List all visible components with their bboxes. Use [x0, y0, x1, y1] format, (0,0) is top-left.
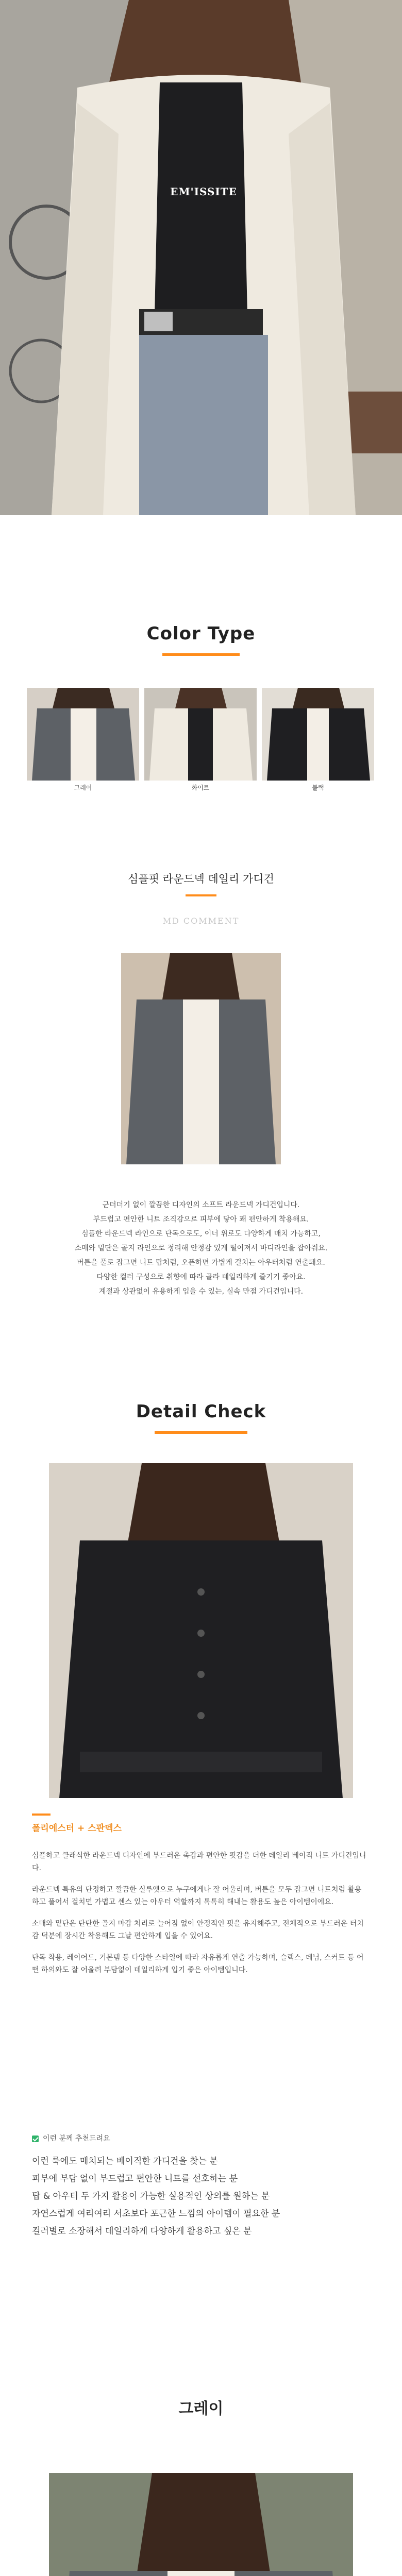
md-line: 다양한 컬러 구성으로 취향에 따라 골라 데일리하게 즐기기 좋아요. — [96, 1273, 306, 1281]
recommend-header-text: 이런 분께 추천드려요 — [43, 2134, 110, 2143]
color-type-section — [0, 623, 402, 656]
fabric-label: 폴리에스터 + 스판덱스 — [32, 1823, 122, 1834]
hero-shirt-text: EM'ISSITE — [170, 185, 237, 198]
md-line: 심플한 라운드넥 라인으로 단독으로도, 이너 위로도 다양하게 매치 가능하고, — [81, 1230, 321, 1238]
fabric-block — [0, 1814, 402, 1834]
detail-paragraph: 라운드넥 특유의 단정하고 깔끔한 실루엣으로 누구에게나 잘 어울리며, 버튼을 모두 잠그면 니트처럼 활용하고 풀어서 걸치면 가볍고 센스 있는 아우터 역할까지 톡톡히 해내는 활용도 높은 아이템이에요. — [32, 1886, 362, 1906]
swatch-label-black: 블랙 — [312, 784, 324, 791]
detail-check-title: Detail Check — [136, 1401, 266, 1422]
swatch-label-gray: 그레이 — [74, 784, 92, 791]
recommend-header — [32, 2133, 372, 2143]
color-type-title: Color Type — [146, 623, 256, 644]
swatch-gray-photo — [27, 688, 139, 781]
detail-paragraph: 심플하고 클래식한 라운드넥 디자인에 부드러운 촉감과 편안한 핏감을 더한 데일리 베이직 니트 가디건입니다. — [32, 1852, 366, 1872]
detail-check-section — [0, 1401, 402, 1434]
swatch-white-photo — [144, 688, 257, 781]
detail-paragraph: 단독 착용, 레이어드, 기본템 등 다양한 스타일에 따라 자유롭게 연출 가능하며, 슬랙스, 데님, 스커트 등 어떤 하의와도 잘 어울려 부담없이 데일리하게 입기 좋은 아이템입니다. — [32, 1954, 364, 1974]
recommend-block — [32, 2133, 372, 2240]
detail-photo — [49, 1463, 353, 1798]
swatch-label-white: 화이트 — [191, 784, 210, 791]
gray-section-title: 그레이 — [178, 2400, 224, 2418]
md-line: 부드럽고 편안한 니트 조직감으로 피부에 닿아 꽤 편안하게 착용해요. — [93, 1215, 309, 1224]
color-type-underline — [162, 653, 240, 656]
hero-photo — [0, 0, 402, 515]
detail-paragraph: 소매와 밑단은 탄탄한 골지 마감 처리로 늘어짐 없이 안정적인 핏을 유지해주고, 전체적으로 부드러운 터치감 덕분에 장시간 착용해도 그날 편안하게 입을 수 있어요. — [32, 1920, 364, 1940]
md-line: 소매와 밑단은 골지 라인으로 정리해 안정감 있게 떨어져서 바디라인을 잡아줘요. — [74, 1244, 328, 1252]
md-line: 군더더기 없이 깔끔한 디자인의 소프트 라운드넥 가디건입니다. — [102, 1201, 300, 1209]
recommend-item: 탑 & 아우터 두 가지 활용이 가능한 실용적인 상의를 원하는 분 — [32, 2191, 270, 2201]
recommend-item: 이런 룩에도 매치되는 베이직한 가디건을 찾는 분 — [32, 2156, 218, 2166]
recommend-item: 자연스럽게 여리여리 서초보다 포근한 느낌의 아이템이 필요한 분 — [32, 2209, 280, 2219]
detail-check-underline — [155, 1431, 247, 1434]
product-title: 심플핏 라운드넥 데일리 가디건 — [128, 873, 274, 885]
md-line: 버튼을 풀로 잠그면 니트 탑처럼, 오픈하면 가볍게 걸치는 아우터처럼 연출돼요. — [77, 1259, 325, 1267]
product-title-underline — [186, 894, 216, 896]
md-comment-label: MD COMMENT — [162, 916, 240, 926]
product-photo — [121, 953, 281, 1164]
recommend-item: 컬러별로 소장해서 데일리하게 다양하게 활용하고 싶은 분 — [32, 2226, 252, 2236]
product-title-block — [0, 871, 402, 926]
detail-paragraphs — [32, 1850, 367, 1976]
recommend-item: 피부에 부담 없이 부드럽고 편안한 니트를 선호하는 분 — [32, 2174, 238, 2184]
fabric-accent-bar — [32, 1814, 51, 1816]
checkbox-icon — [32, 2136, 39, 2142]
swatch-black-photo — [262, 688, 374, 781]
md-comment-text — [0, 1198, 402, 1299]
gray-photo-1 — [49, 2473, 353, 2576]
md-line: 계절과 상관없이 유용하게 입을 수 있는, 실속 만점 가디건입니다. — [98, 1287, 304, 1296]
gray-section-title-block — [0, 2396, 402, 2418]
